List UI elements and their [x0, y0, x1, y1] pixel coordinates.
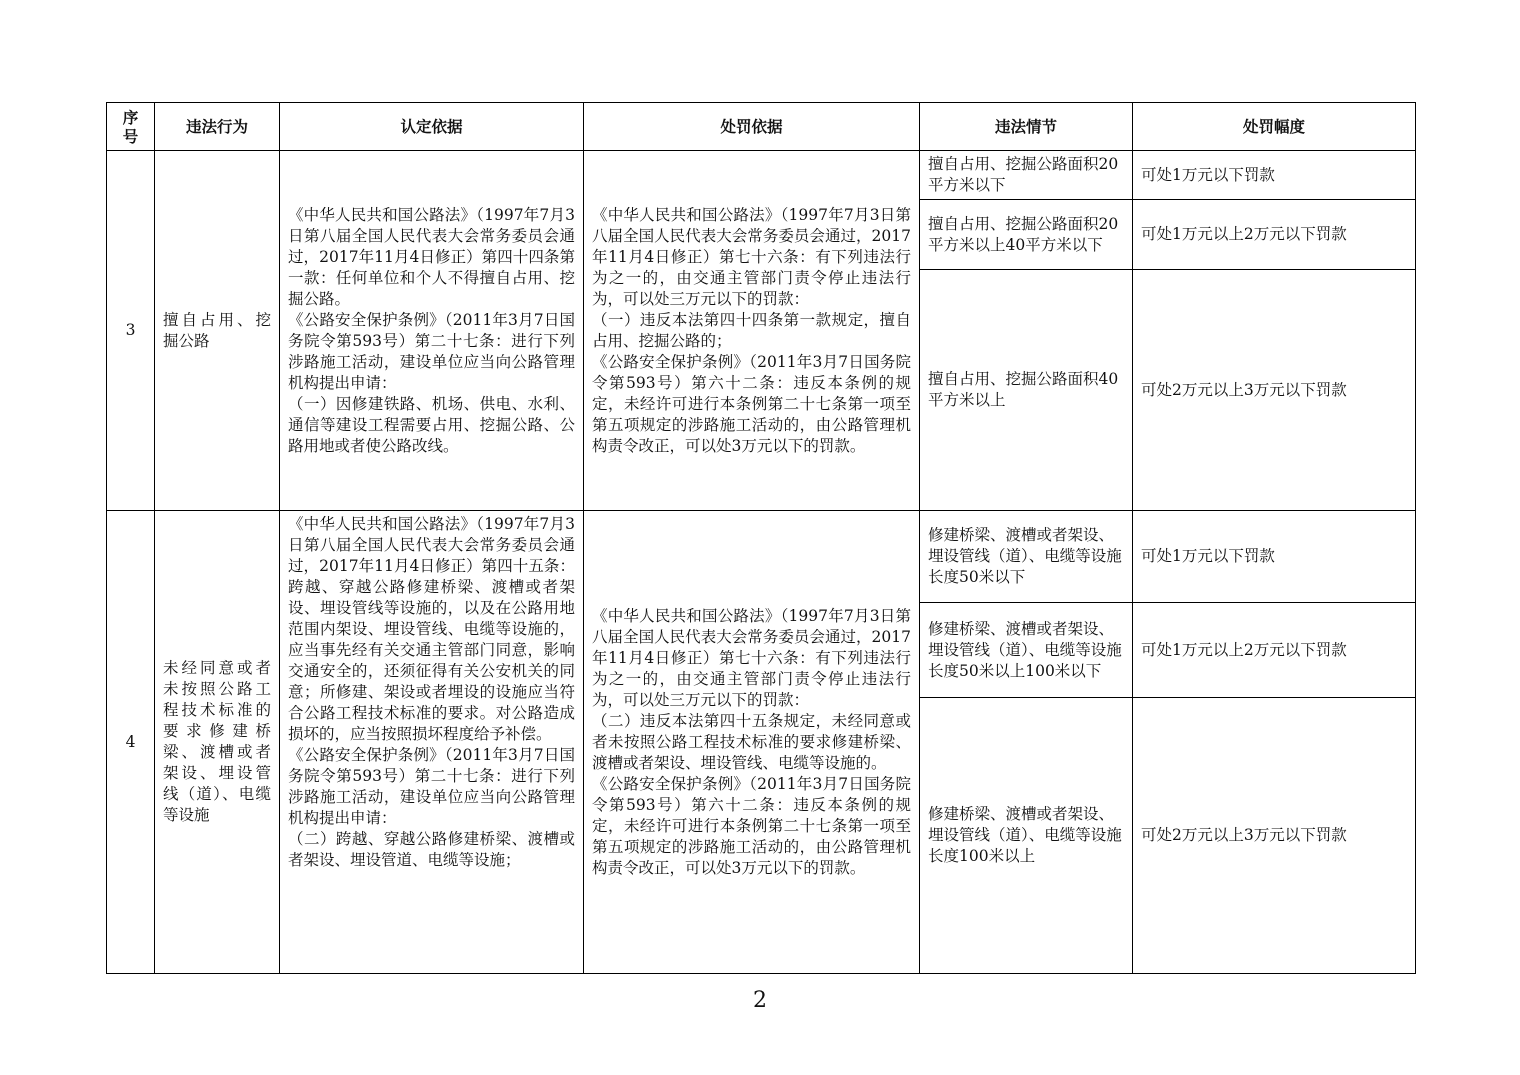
- penalty-paragraph: 《公路安全保护条例》（2011年3月7日国务院令第593号）第六十二条：违反本条例的规定，未经许可进行本条例第二十七条第一项至第五项规定的涉路施工活动的，由公路管理机构责令改正，可以处3万元以下的罚款。: [592, 774, 911, 877]
- penalty-paragraph: （一）违反本法第四十四条第一款规定，擅自占用、挖掘公路的；: [592, 310, 911, 350]
- penalty-standards-table: [106, 102, 1416, 974]
- violation-cell: 未经同意或者未按照公路工程技术标准的要求修建桥梁、渡槽或者架设、埋设管线（道）、电缆等设施: [155, 511, 280, 974]
- penalty-range-cell: 可处1万元以下罚款: [1133, 151, 1416, 200]
- header-penalty-range: 处罚幅度: [1133, 103, 1416, 151]
- row-number: 3: [107, 151, 155, 511]
- page-number: 2: [753, 988, 767, 1013]
- penalty-basis-cell: [584, 151, 920, 511]
- penalty-basis-cell: [584, 511, 920, 974]
- determination-basis-cell: [280, 511, 584, 974]
- table-row: [107, 511, 1416, 603]
- circumstance-cell: 修建桥梁、渡槽或者架设、埋设管线（道）、电缆等设施长度50米以下: [920, 511, 1133, 603]
- header-determination-basis: 认定依据: [280, 103, 584, 151]
- penalty-range-cell: 可处1万元以上2万元以下罚款: [1133, 603, 1416, 698]
- penalty-paragraph: 《中华人民共和国公路法》（1997年7月3日第八届全国人民代表大会常务委员会通过，2017年11月4日修正）第七十六条：有下列违法行为之一的，由交通主管部门责令停止违法行为，可以处三万元以下的罚款：: [592, 205, 911, 308]
- table-header-row: [107, 103, 1416, 151]
- header-circumstance: 违法情节: [920, 103, 1133, 151]
- determination-basis-cell: [280, 151, 584, 511]
- header-penalty-basis: 处罚依据: [584, 103, 920, 151]
- penalty-range-cell: 可处2万元以上3万元以下罚款: [1133, 698, 1416, 974]
- header-num: 序 号: [107, 103, 155, 151]
- circumstance-cell: 擅自占用、挖掘公路面积40平方米以上: [920, 270, 1133, 511]
- penalty-paragraph: 《公路安全保护条例》（2011年3月7日国务院令第593号）第六十二条：违反本条例的规定，未经许可进行本条例第二十七条第一项至第五项规定的涉路施工活动的，由公路管理机构责令改正，可以处3万元以下的罚款。: [592, 352, 911, 455]
- penalty-range-cell: 可处1万元以上2万元以下罚款: [1133, 200, 1416, 270]
- basis-paragraph: （一）因修建铁路、机场、供电、水利、通信等建设工程需要占用、挖掘公路、公路用地或者使公路改线。: [288, 394, 575, 455]
- penalty-range-cell: 可处2万元以上3万元以下罚款: [1133, 270, 1416, 511]
- basis-paragraph: （二）跨越、穿越公路修建桥梁、渡槽或者架设、埋设管道、电缆等设施；: [288, 830, 575, 869]
- basis-paragraph: 《中华人民共和国公路法》（1997年7月3日第八届全国人民代表大会常务委员会通过，2017年11月4日修正）第四十四条第一款：任何单位和个人不得擅自占用、挖掘公路。: [288, 205, 575, 308]
- row-number: 4: [107, 511, 155, 974]
- violation-cell: 擅自占用、挖掘公路: [155, 151, 280, 511]
- basis-paragraph: 《公路安全保护条例》（2011年3月7日国务院令第593号）第二十七条：进行下列涉路施工活动，建设单位应当向公路管理机构提出申请：: [288, 746, 575, 827]
- table-row: [107, 151, 1416, 200]
- penalty-paragraph: （二）违反本法第四十五条规定，未经同意或者未按照公路工程技术标准的要求修建桥梁、渡槽或者架设、埋设管线、电缆等设施的。: [592, 711, 911, 772]
- circumstance-cell: 擅自占用、挖掘公路面积20平方米以下: [920, 151, 1133, 200]
- circumstance-cell: 擅自占用、挖掘公路面积20平方米以上40平方米以下: [920, 200, 1133, 270]
- circumstance-cell: 修建桥梁、渡槽或者架设、埋设管线（道）、电缆等设施长度100米以上: [920, 698, 1133, 974]
- penalty-paragraph: 《中华人民共和国公路法》（1997年7月3日第八届全国人民代表大会常务委员会通过，2017年11月4日修正）第七十六条：有下列违法行为之一的，由交通主管部门责令停止违法行为，可以处三万元以下的罚款：: [592, 606, 911, 709]
- circumstance-cell: 修建桥梁、渡槽或者架设、埋设管线（道）、电缆等设施长度50米以上100米以下: [920, 603, 1133, 698]
- penalty-range-cell: 可处1万元以下罚款: [1133, 511, 1416, 603]
- basis-paragraph: 《中华人民共和国公路法》（1997年7月3日第八届全国人民代表大会常务委员会通过，2017年11月4日修正）第四十五条：跨越、穿越公路修建桥梁、渡槽或者架设、埋设管线等设施的，以及在公路用地范围内架设、埋设管线、电缆等设施的，应当事先经有关交通主管部门同意，影响交通安全的，还须征得有关公安机关的同意；所修建、架设或者埋设的设施应当符合公路工程技术标准的要求。对公路造成损坏的，应当按照损坏程度给予补偿。: [288, 515, 575, 743]
- header-violation: 违法行为: [155, 103, 280, 151]
- basis-paragraph: 《公路安全保护条例》（2011年3月7日国务院令第593号）第二十七条：进行下列涉路施工活动，建设单位应当向公路管理机构提出申请：: [288, 310, 575, 392]
